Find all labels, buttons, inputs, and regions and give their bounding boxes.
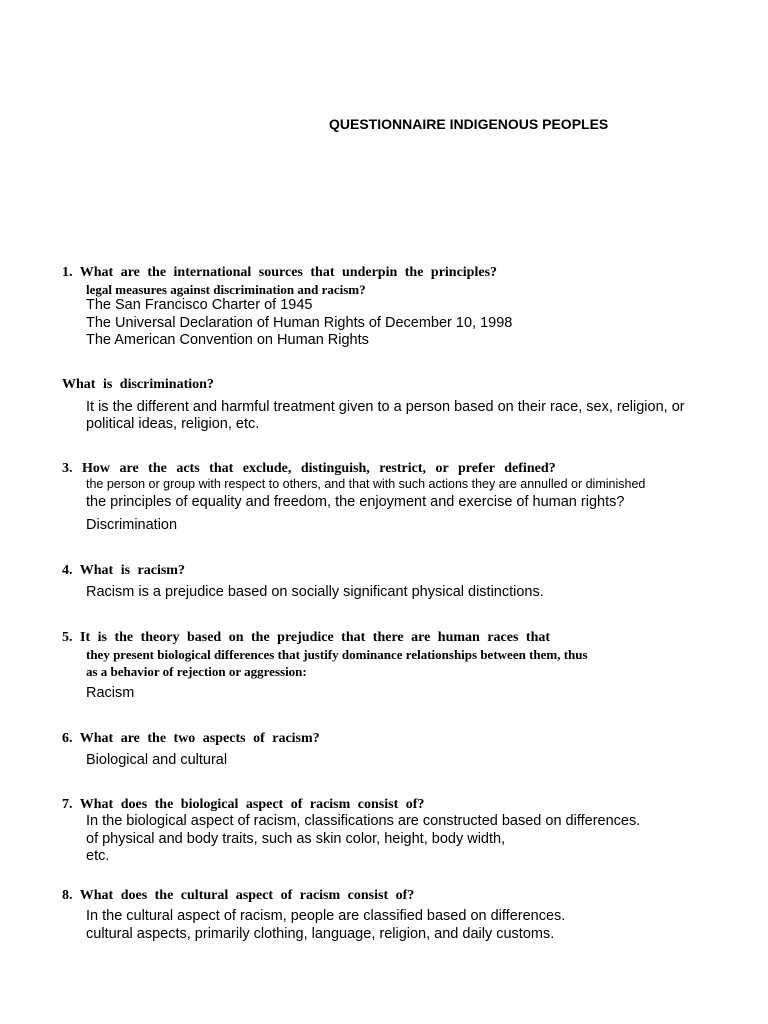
answer-7-line-2: of physical and body traits, such as skin color, height, body width, xyxy=(86,831,506,847)
question-7: 7. What does the biological aspect of racism consist of? xyxy=(62,797,425,812)
question-6: 6. What are the two aspects of racism? xyxy=(62,731,320,746)
answer-7-line-1: In the biological aspect of racism, classifications are constructed based on differences. xyxy=(86,813,641,829)
question-3-continued: the person or group with respect to others, and that with such actions they are annulled or diminished xyxy=(86,477,646,491)
answer-3: Discrimination xyxy=(86,517,178,533)
document-title: QUESTIONNAIRE INDIGENOUS PEOPLES xyxy=(329,116,609,132)
question-5-continued: they present biological differences that justify dominance relationships between them, thus xyxy=(86,647,588,662)
question-8: 8. What does the cultural aspect of racism consist of? xyxy=(62,888,415,903)
answer-2-line-1: It is the different and harmful treatment given to a person based on their race, sex, religion, or xyxy=(86,399,685,415)
answer-1-line-2: The Universal Declaration of Human Rights of December 10, 1998 xyxy=(86,315,513,331)
question-2: What is discrimination? xyxy=(62,377,214,392)
question-1-continued: legal measures against discrimination and racism? xyxy=(86,282,366,297)
answer-2-line-2: political ideas, religion, etc. xyxy=(86,416,260,432)
answer-4: Racism is a prejudice based on socially significant physical distinctions. xyxy=(86,584,544,600)
answer-1-line-3: The American Convention on Human Rights xyxy=(86,332,369,348)
question-5-continued-2: as a behavior of rejection or aggression: xyxy=(86,664,307,679)
answer-5: Racism xyxy=(86,685,135,701)
answer-7-line-3: etc. xyxy=(86,848,110,864)
answer-8-line-1: In the cultural aspect of racism, people are classified based on differences. xyxy=(86,908,566,924)
question-4: 4. What is racism? xyxy=(62,563,185,578)
answer-8-line-2: cultural aspects, primarily clothing, language, religion, and daily customs. xyxy=(86,926,555,942)
question-3: 3. How are the acts that exclude, distinguish, restrict, or prefer defined? xyxy=(62,461,556,476)
question-5: 5. It is the theory based on the prejudice that there are human races that xyxy=(62,630,551,645)
question-3-continued-2: the principles of equality and freedom, the enjoyment and exercise of human rights? xyxy=(86,494,625,510)
answer-6: Biological and cultural xyxy=(86,752,228,768)
answer-1-line-1: The San Francisco Charter of 1945 xyxy=(86,297,313,313)
question-1: 1. What are the international sources that underpin the principles? xyxy=(62,265,498,280)
